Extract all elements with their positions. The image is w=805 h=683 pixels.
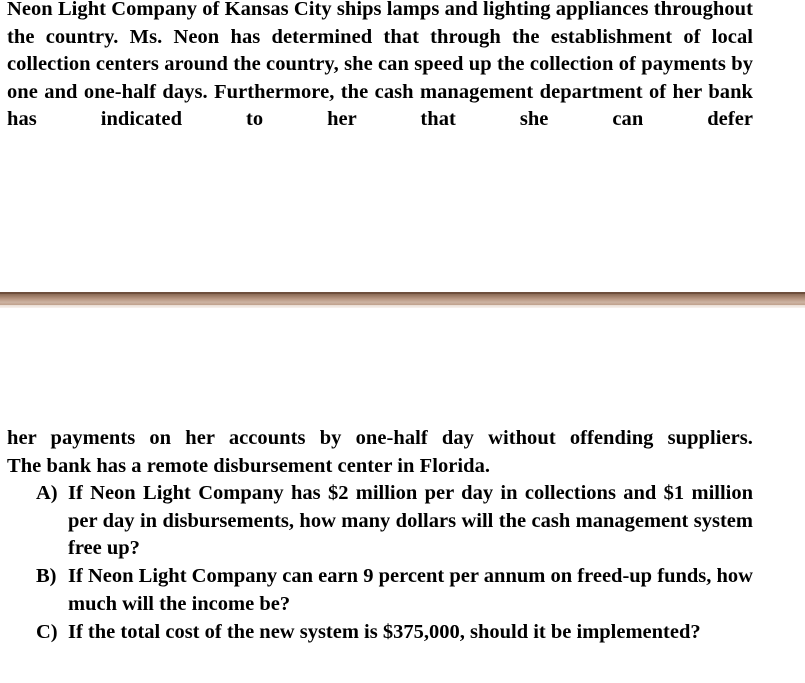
problem-paragraph-top: Neon Light Company of Kansas City ships lamps and lighting appliances throughout the country. Ms. Neon has determined that through the establishment of local collection centers around the country, she can speed up the collection of payments by one and one-half days. Furthermore, the cash management department of her bank has indicated to her that she can defer	[7, 0, 753, 131]
question-list	[36, 480, 753, 647]
question-letter: B)	[36, 565, 57, 588]
question-letter: C)	[36, 620, 58, 643]
divider-light-edge	[0, 305, 805, 308]
question-text: If the total cost of the new system is $375,000, should it be implemented?	[68, 620, 701, 643]
question-text: If Neon Light Company can earn 9 percent per annum on freed-up funds, how much will the income be?	[68, 565, 753, 615]
question-text: If Neon Light Company has $2 million per day in collections and $1 million per day in disbursements, how many dollars will the cash management system free up?	[68, 482, 753, 560]
paragraph-line: her payments on her accounts by one-half day without offending suppliers.	[7, 427, 753, 449]
question-item	[36, 563, 753, 618]
question-letter: A)	[36, 482, 58, 504]
divider-band	[0, 294, 805, 305]
question-item	[36, 619, 753, 647]
paragraph-line: The bank has a remote disbursement center in Florida.	[7, 454, 491, 477]
question-item	[36, 480, 753, 563]
problem-paragraph-bottom	[7, 425, 753, 480]
page-divider	[0, 292, 805, 310]
